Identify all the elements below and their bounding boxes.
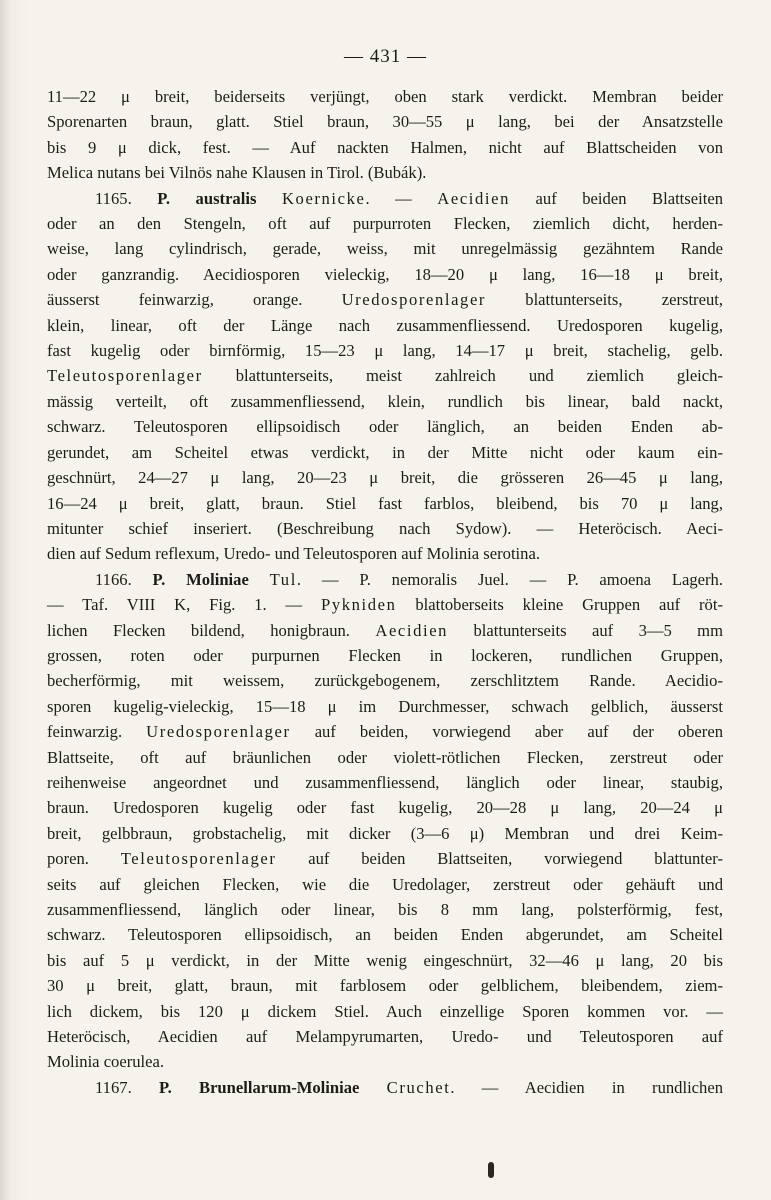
text-line xyxy=(47,846,723,871)
text-run: blattunterseits, zerstreut, xyxy=(486,290,723,310)
text-line xyxy=(47,491,723,516)
text-line xyxy=(47,821,723,846)
text-run: Melica nutans bei Vilnös nahe Klausen in Tirol. (Bubák). xyxy=(47,163,427,183)
text-line xyxy=(47,922,723,947)
text-run: auf beiden, vorwiegend aber auf der oberen xyxy=(290,722,723,742)
spaced-term: Cruchet xyxy=(386,1077,451,1097)
text-line xyxy=(47,1049,723,1074)
text-run: braun. Uredosporen kugelig oder fast kugelig, 20—28 μ lang, 20—24 μ xyxy=(47,798,723,818)
text-line xyxy=(47,236,723,261)
text-line xyxy=(47,186,723,211)
text-run: blattunterseits auf 3—5 mm xyxy=(448,620,723,640)
text-line xyxy=(47,643,723,668)
text-line xyxy=(47,414,723,439)
text-run: 11—22 μ breit, beiderseits verjüngt, oben stark verdickt. Membran beider xyxy=(47,87,723,106)
text-line xyxy=(47,973,723,998)
text-run: lichen Flecken bildend, honigbraun. xyxy=(47,620,376,640)
text-run: klein, linear, oft der Länge nach zusammenfliessend. Uredosporen kugelig, xyxy=(47,315,723,335)
text-line xyxy=(47,313,723,338)
spaced-term: Aecidien xyxy=(437,188,510,208)
species-name: P. Brunellarum-Moliniae xyxy=(158,1077,360,1097)
text-run: mitunter schief inseriert. (Beschreibung nach Sydow). — Heteröcisch. Aeci- xyxy=(47,518,723,538)
text-run: zusammenfliessend, länglich oder linear, bis 8 mm lang, polsterförmig, fest, xyxy=(47,900,723,919)
text-run: auf beiden Blattseiten xyxy=(510,188,723,208)
text-run: schwarz. Teleutosporen ellipsoidisch oder länglich, an beiden Enden ab- xyxy=(47,417,723,437)
text-run: reihenweise angeordnet und zusammenfliessend, länglich oder linear, staubig, xyxy=(47,772,723,792)
text-run: becherförmig, mit weissem, zurückgebogenem, zerschlitztem Rande. Aecidio- xyxy=(47,671,723,691)
text-run: fast kugelig oder birnförmig, 15—23 μ lang, 14—17 μ breit, stachelig, gelb. xyxy=(47,341,723,361)
text-line xyxy=(47,770,723,795)
text-run: bis 9 μ dick, fest. — Auf nackten Halmen, nicht auf Blattscheiden von xyxy=(47,137,723,157)
spaced-term: Pykniden xyxy=(321,595,397,615)
text-run: bis auf 5 μ verdickt, in der Mitte wenig eingeschnürt, 32—46 μ lang, 20 bis xyxy=(47,950,723,970)
text-run: auf beiden Blattseiten, vorwiegend blattunter- xyxy=(276,849,723,869)
text-run: 1165. xyxy=(95,188,158,208)
text-run: blattoberseits kleine Gruppen auf röt- xyxy=(396,595,723,615)
species-name: P. Moliniae xyxy=(152,569,249,589)
text-run: 1167. xyxy=(95,1077,159,1097)
text-line xyxy=(47,999,723,1024)
spaced-term: Uredosporenlager xyxy=(146,722,291,742)
text-line xyxy=(47,287,723,312)
text-line xyxy=(47,719,723,744)
text-run xyxy=(249,570,270,589)
text-run: . — Aecidien in rundlichen xyxy=(450,1077,724,1097)
text-run: 16—24 μ breit, glatt, braun. Stiel fast farblos, bleibend, bis 70 μ lang, xyxy=(47,493,723,513)
text-line xyxy=(47,160,723,185)
text-line xyxy=(47,694,723,719)
text-run: 1166. xyxy=(95,569,153,589)
text-line xyxy=(47,440,723,465)
text-run: blattunterseits, meist zahlreich und ziemlich gleich- xyxy=(202,366,723,386)
text-run: geschnürt, 24—27 μ lang, 20—23 μ breit, die grösseren 26—45 μ lang, xyxy=(47,468,723,488)
text-run: seits auf gleichen Flecken, wie die Uredolager, zerstreut oder gehäuft und xyxy=(47,874,723,894)
text-line xyxy=(47,109,723,134)
spaced-term: Uredosporenlager xyxy=(341,290,487,310)
text-run: . — P. nemoralis Juel. — P. amoena Lagerh. xyxy=(296,569,723,589)
text-line xyxy=(47,516,723,541)
text-run: — Taf. VIII K, Fig. 1. — xyxy=(47,595,321,615)
text-run: Blattseite, oft auf bräunlichen oder violett-rötlichen Flecken, zerstreut oder xyxy=(47,747,723,767)
text-run: gerundet, am Scheitel etwas verdickt, in der Mitte nicht oder kaum ein- xyxy=(47,442,723,462)
text-run: breit, gelbbraun, grobstachelig, mit dicker (3—6 μ) Membran und drei Keim- xyxy=(47,823,723,843)
text-run: Heteröcisch, Aecidien auf Melampyrumarten, Uredo- und Teleutosporen auf xyxy=(47,1027,723,1047)
text-run: grossen, roten oder purpurnen Flecken in lockeren, rundlichen Gruppen, xyxy=(47,645,723,665)
text-line xyxy=(47,389,723,414)
text-run: sporen kugelig-vieleckig, 15—18 μ im Durchmesser, schwach gelblich, äusserst xyxy=(47,696,723,716)
text-run xyxy=(359,1078,386,1097)
text-run: Sporenarten braun, glatt. Stiel braun, 30—55 μ lang, bei der Ansatzstelle xyxy=(47,112,723,132)
spaced-term: Teleutosporenlager xyxy=(120,849,277,869)
text-line xyxy=(47,465,723,490)
text-run: äusserst feinwarzig, orange. xyxy=(47,290,342,310)
text-run: feinwarzig. xyxy=(47,722,147,742)
body-text xyxy=(47,84,723,1100)
spaced-term: Tul xyxy=(269,569,297,589)
text-line xyxy=(47,363,723,388)
text-line xyxy=(47,795,723,820)
text-line xyxy=(47,668,723,693)
text-run: lich dickem, bis 120 μ dickem Stiel. Auch einzellige Sporen kommen vor. — xyxy=(47,1001,723,1021)
text-run: mässig verteilt, oft zusammenfliessend, klein, rundlich bis linear, bald nackt, xyxy=(47,391,723,411)
text-run: oder an den Stengeln, oft auf purpurroten Flecken, ziemlich dicht, herden- xyxy=(47,214,723,234)
text-line xyxy=(47,745,723,770)
text-run: schwarz. Teleutosporen ellipsoidisch, an beiden Enden abgerundet, am Scheitel xyxy=(47,925,723,945)
text-line xyxy=(47,618,723,643)
text-line xyxy=(47,262,723,287)
text-line xyxy=(47,84,723,109)
text-line xyxy=(47,211,723,236)
text-line xyxy=(47,1024,723,1049)
spaced-term: Aecidien xyxy=(375,620,449,640)
text-run: Molinia coerulea. xyxy=(47,1052,165,1072)
text-run: weise, lang cylindrisch, gerade, weiss, mit unregelmässig gezähntem Rande xyxy=(47,239,723,259)
text-line xyxy=(47,135,723,160)
text-line xyxy=(47,948,723,973)
text-run: oder ganzrandig. Aecidiosporen vieleckig, 18—20 μ lang, 16—18 μ breit, xyxy=(47,264,723,284)
text-line xyxy=(47,897,723,922)
species-name: P. australis xyxy=(157,188,257,208)
text-run: . — xyxy=(365,188,438,208)
text-line xyxy=(47,592,723,617)
text-line xyxy=(47,872,723,897)
text-run xyxy=(256,189,282,208)
text-line xyxy=(47,338,723,363)
text-line xyxy=(47,567,723,592)
text-line xyxy=(47,541,723,566)
text-run: dien auf Sedum reflexum, Uredo- und Teleutosporen auf Molinia serotina. xyxy=(47,544,540,564)
ink-spot xyxy=(488,1162,494,1178)
spaced-term: Teleutosporenlager xyxy=(47,366,203,386)
spaced-term: Koernicke xyxy=(281,188,366,208)
page-number: — 431 — xyxy=(344,46,427,67)
text-line xyxy=(47,1075,723,1100)
text-run: poren. xyxy=(47,849,121,869)
text-run: 30 μ breit, glatt, braun, mit farblosem oder gelblichem, bleibendem, ziem- xyxy=(47,976,723,996)
